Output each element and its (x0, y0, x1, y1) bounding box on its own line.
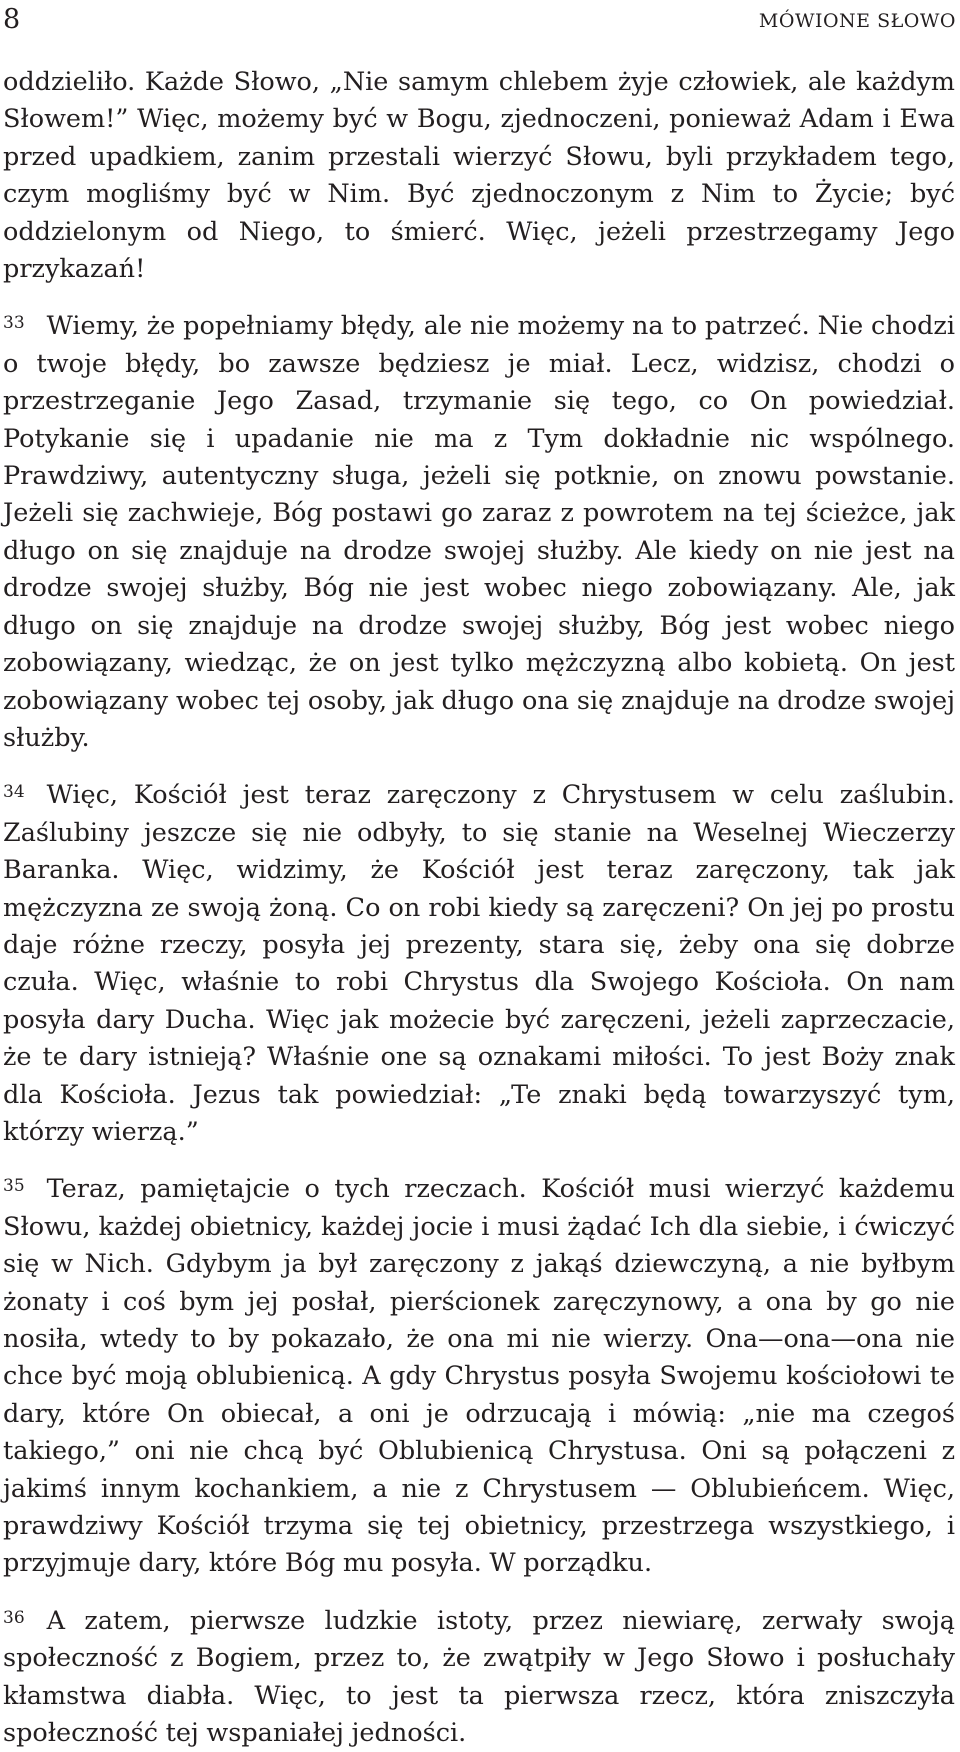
paragraph-number: 35 (3, 1176, 25, 1197)
paragraph-text: Teraz, pamiętajcie o tych rzeczach. Kościół musi wierzyć każdemu Słowu, każdej obietnicy, każdej jocie i musi żądać Ich dla siebie, i ćwiczyć się w Nich. Gdybym ja był zaręczony z jakąś dziewczyną, a nie byłbym żonaty i coś bym jej posłał, pierścionek zaręczynowy, a ona by go nie nosiła, wtedy to by pokazało, że ona mi nie wierzy. Ona—ona—ona nie chce być moją oblubienicą. A gdy Chrystus posyła Swojemu kościołowi te dary, które On obiecał, a oni je odrzucają i mówią: „nie ma czegoś takiego,” oni nie chcą być Oblubienicą Chrystusa. Oni są połączeni z jakimś innym kochankiem, a nie z Chrystusem — Oblubieńcem. Więc, prawdziwy Kościół trzyma się tej obietnicy, przestrzega wszystkiego, i przyjmuje dary, które Bóg mu posyła. W porządku. (3, 1174, 955, 1579)
paragraph-text: oddzieliło. Każde Słowo, „Nie samym chlebem żyje człowiek, ale każdym Słowem!” Więc, możemy być w Bogu, zjednoczeni, ponieważ Adam i Ewa przed upadkiem, zanim przestali wierzyć Słowu, byli przykładem tego, czym mogliśmy być w Nim. Być zjednoczonym z Nim to Życie; być oddzielonym od Niego, to śmierć. Więc, jeżeli przestrzegamy Jego przykazań! (3, 67, 955, 285)
running-title: MÓWIONE SŁOWO (758, 10, 956, 32)
paragraph-text: A zatem, pierwsze ludzkie istoty, przez niewiarę, zerwały swoją społeczność z Bogiem, przez to, że zwątpiły w Jego Słowo i posłuchały kłamstwa diabła. Więc, to jest ta pierwsza rzecz, która zniszczyła społeczność tej wspaniałej jedności. (3, 1605, 955, 1749)
paragraph-36 (3, 1600, 955, 1752)
paragraph-number: 34 (3, 782, 25, 803)
paragraph-35 (3, 1168, 955, 1582)
paragraph-33 (3, 305, 955, 757)
paragraph-text: Wiemy, że popełniamy błędy, ale nie możemy na to patrzeć. Nie chodzi o twoje błędy, bo zawsze będziesz je miał. Lecz, widzisz, chodzi o przestrzeganie Jego Zasad, trzymanie się tego, co On powiedział. Potykanie się i upadanie nie ma z Tym dokładnie nic wspólnego. Prawdziwy, autentyczny sługa, jeżeli się potknie, on znowu powstanie. Jeżeli się zachwieje, Bóg postawi go zaraz z powrotem na tej ścieżce, jak długo on się znajduje na drodze swojej służby. Ale kiedy on nie jest na drodze swojej służby, Bóg nie jest wobec niego zobowiązany. Ale, jak długo on się znajduje na drodze swojej służby, Bóg jest wobec niego zobowiązany, wiedząc, że on jest tylko mężczyzną albo kobietą. On jest zobowiązany wobec tej osoby, jak długo ona się znajduje na drodze swojej służby. (3, 311, 955, 753)
paragraph-number: 36 (3, 1607, 25, 1628)
paragraph-34 (3, 774, 955, 1151)
paragraph-number: 33 (3, 313, 25, 334)
body-text (3, 64, 955, 1752)
page-number: 8 (3, 4, 21, 35)
paragraph-continuation (3, 64, 955, 288)
paragraph-text: Więc, Kościół jest teraz zaręczony z Chrystusem w celu zaślubin. Zaślubiny jeszcze się nie odbyły, to się stanie na Weselnej Wieczerzy Baranka. Więc, widzimy, że Kościół jest teraz zaręczony, tak jak mężczyzna ze swoją żoną. Co on robi kiedy są zaręczeni? On jej po prostu daje różne rzeczy, posyła jej prezenty, stara się, żeby ona się dobrze czuła. Więc, właśnie to robi Chrystus dla Swojego Kościoła. On nam posyła dary Ducha. Więc jak możecie być zaręczeni, jeżeli zaprzeczacie, że te dary istnieją? Właśnie one są oznakami miłości. To jest Boży znak dla Kościoła. Jezus tak powiedział: „Te znaki będą towarzyszyć tym, którzy wierzą.” (3, 780, 955, 1147)
page-header (3, 2, 956, 38)
